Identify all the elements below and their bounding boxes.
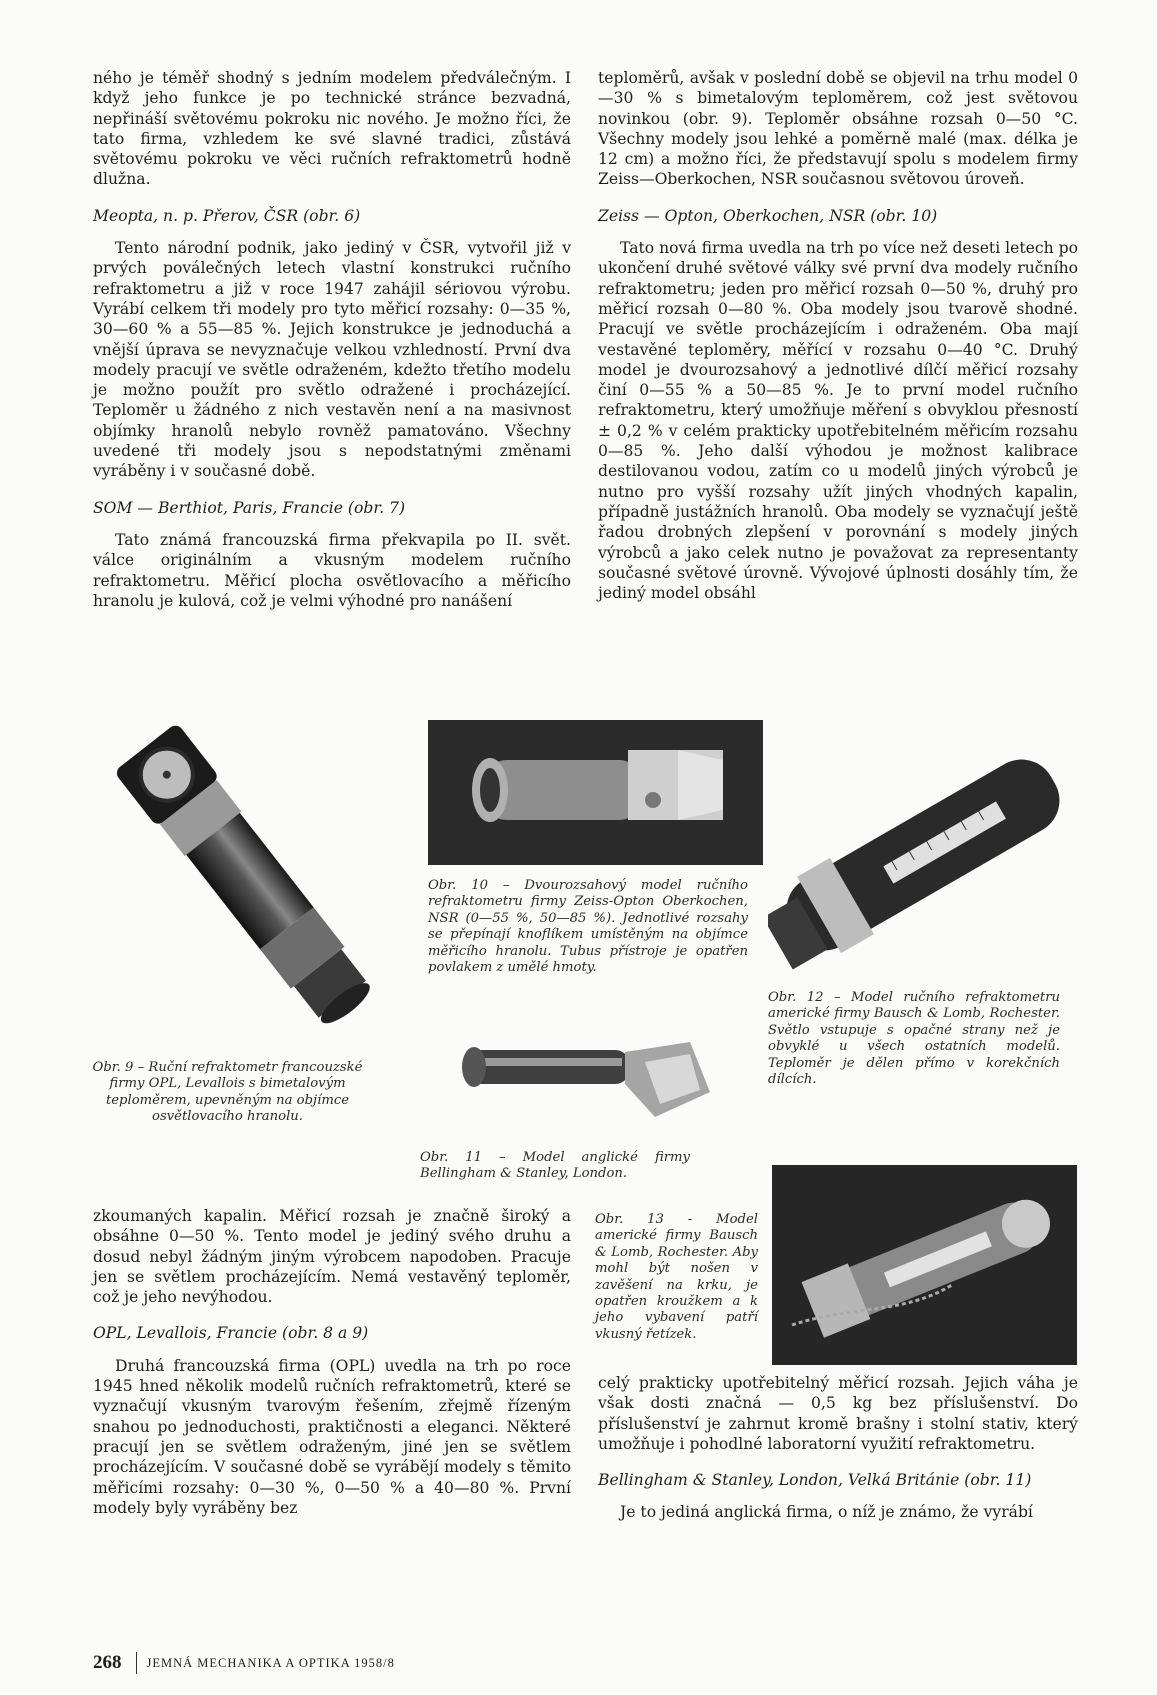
paragraph: Tato známá francouzská firma překvapila po II. svět. válce originálním a vkusným modelem ručního refraktometru. Měřicí plocha osvětlovacího a měřicího hranolu je kulová, což je velmi výhodné pro nanášení [93, 530, 571, 610]
section-heading-meopta: Meopta, n. p. Přerov, ČSR (obr. 6) [93, 206, 361, 225]
section-heading-opl: OPL, Levallois, Francie (obr. 8 a 9) [93, 1324, 369, 1343]
column-right-top [598, 68, 1078, 603]
figure-10-photo [428, 720, 763, 865]
column-left-top [93, 68, 571, 611]
figure-11-photo [460, 1022, 720, 1132]
paragraph: Je to jediná anglická firma, o níž je známo, že vyrábí [620, 1503, 1033, 1522]
column-right-bottom [598, 1373, 1078, 1523]
figure-12-photo [768, 720, 1078, 990]
page-number: 268 [93, 1652, 122, 1673]
figure-9-photo [83, 720, 423, 1050]
paragraph: Tento národní podnik, jako jediný v ČSR, vytvořil již v prvých poválečných letech vlastní konstrukci ručního refraktometru a již v roce 1947 zahájil sériovou výrobu. Vyrábí celkem tři modely pro tyto měřicí rozsahy: 0—35 %, 30—60 % a 55—85 %. Jejich konstrukce je jednoduchá a vnější úprava se nevyznačuje velkou vzhledností. První dva modely pracují ve světle odraženém, kdežto třetího modelu je možno použít pro světlo odražené i procházející. Teploměr u žádného z nich vestavěn není a na masivnost objímky hranolů nebylo rovněž pamatováno. Všechny uvedené tři modely jsou s nepodstatnými změnami vyráběny i v současné době. [93, 239, 571, 481]
section-heading-som: SOM — Berthiot, Paris, Francie (obr. 7) [93, 498, 406, 517]
figure-11-caption: Obr. 11 – Model anglické firmy Bellingham & Stanley, London. [420, 1150, 690, 1182]
section-heading-bellingham: Bellingham & Stanley, London, Velká Británie (obr. 11) [598, 1471, 1032, 1490]
paragraph: Druhá francouzská firma (OPL) uvedla na trh po roce 1945 hned několik modelů ručních refraktometrů, které se vyznačují vkusným tvarovým řešením, zřejmě řízeným snahou po jednoduchosti, praktičnosti a eleganci. Některé pracují jen se světlem odraženým, jiné jen se světlem procházejícím. V současné době se vyrábějí modely s těmito měřicími rozsahy: 0—30 %, 0—50 % a 40—80 %. První modely byly vyráběny bez [93, 1356, 571, 1517]
figure-9-caption: Obr. 9 – Ruční refraktometr francouzské firmy OPL, Levallois s bimetalovým teploměrem, upevněným na objímce osvětlovacího hranolu. [92, 1060, 363, 1125]
paragraph: ného je téměř shodný s jedním modelem předválečným. I když jeho funkce je po technické stránce bezvadná, nepřináší světovému pokroku nic nového. Je možno říci, že tato firma, vzhledem ke své slavné tradici, zůstává světovému pokroku ve věci ručních refraktometrů hodně dlužna. [93, 69, 571, 189]
figure-13-photo [772, 1165, 1077, 1365]
figure-12-caption: Obr. 12 – Model ručního refraktometru americké firmy Bausch & Lomb, Rochester. Světlo vstupuje s opačné strany než je obvyklé u všech ostatních modelů. Teploměr je dělen přímo v korekčních dílcích. [768, 990, 1060, 1088]
paragraph: zkoumaných kapalin. Měřicí rozsah je značně široký a obsáhne 0—50 %. Tento model je jediný svého druhu a dosud nebyl žádným jiným výrobcem napodoben. Pracuje jen se světlem procházejícím. Nemá vestavěný teploměr, což je jeho nevýhodou. [93, 1207, 571, 1307]
section-heading-zeiss: Zeiss — Opton, Oberkochen, NSR (obr. 10) [598, 206, 938, 225]
paragraph: teploměrů, avšak v poslední době se objevil na trhu model 0—30 % s bimetalovým teploměrem, což jest světovou novinkou (obr. 9). Teploměr obsáhne rozsah 0—50 °C. Všechny modely jsou lehké a poměrně malé (max. délka je 12 cm) a možno říci, že představují spolu s modelem firmy Zeiss—Oberkochen, NSR současnou světovou úroveň. [598, 69, 1078, 189]
paragraph: Tato nová firma uvedla na trh po více než deseti letech po ukončení druhé světové války své první dva modely ručního refraktometru; jeden pro měřicí rozsah 0—50 %, druhý pro měřicí rozsah 0—80 %. Oba modely jsou tvarově shodné. Pracují ve světle procházejícím i odraženém. Oba mají vestavěné teploměry, měřící v rozsahu 0—40 °C. Druhý model je dvourozsahový a jednotlivé dílčí měřicí rozsahy činí 0—55 % a 50—85 %. Je to první model ručního refraktometru, který umožňuje měření s obvyklou přesností ± 0,2 % v celém prakticky upotřebitelném měřicím rozsahu 0—85 %. Jeho další výhodou je možnost kalibrace destilovanou vodou, zatím co u modelů jiných výrobců je nutno pro vyšší rozsahy užít jiných vhodných kapalin, případně justážních hranolů. Oba modely se vyznačují ještě řadou drobných zlepšení v porovnání s modely jiných výrobců a jako celek nutno je považovat za representanty současné světové úrovně. Vývojové úplnosti dosáhly tím, že jediný model obsáhl [598, 239, 1078, 603]
paragraph: celý prakticky upotřebitelný měřicí rozsah. Jejich váha je však dosti značná — 0,5 kg bez příslušenství. Do příslušenství je zahrnut kromě brašny i stolní stativ, který umožňuje i pohodlné laboratorní využití refraktometru. [598, 1374, 1078, 1453]
footer-divider [136, 1652, 137, 1674]
figure-13-caption: Obr. 13 - Model americké firmy Bausch & Lomb, Rochester. Aby mohl být nošen v zavěšení na krku, je opatřen kroužkem a k jeho vybavení patří vkusný řetízek. [595, 1212, 758, 1342]
column-left-bottom [93, 1206, 571, 1518]
page-footer [93, 1651, 395, 1675]
journal-title: JEMNÁ MECHANIKA A OPTIKA 1958/8 [146, 1655, 395, 1670]
figure-10-caption: Obr. 10 – Dvourozsahový model ručního refraktometru firmy Zeiss-Opton Oberkochen, NSR (0—55 %, 50—85 %). Jednotlivé rozsahy se přepínají knoflíkem umístěným na objímce měřicího hranolu. Tubus přístroje je opatřen povlakem z umělé hmoty. [428, 878, 748, 976]
